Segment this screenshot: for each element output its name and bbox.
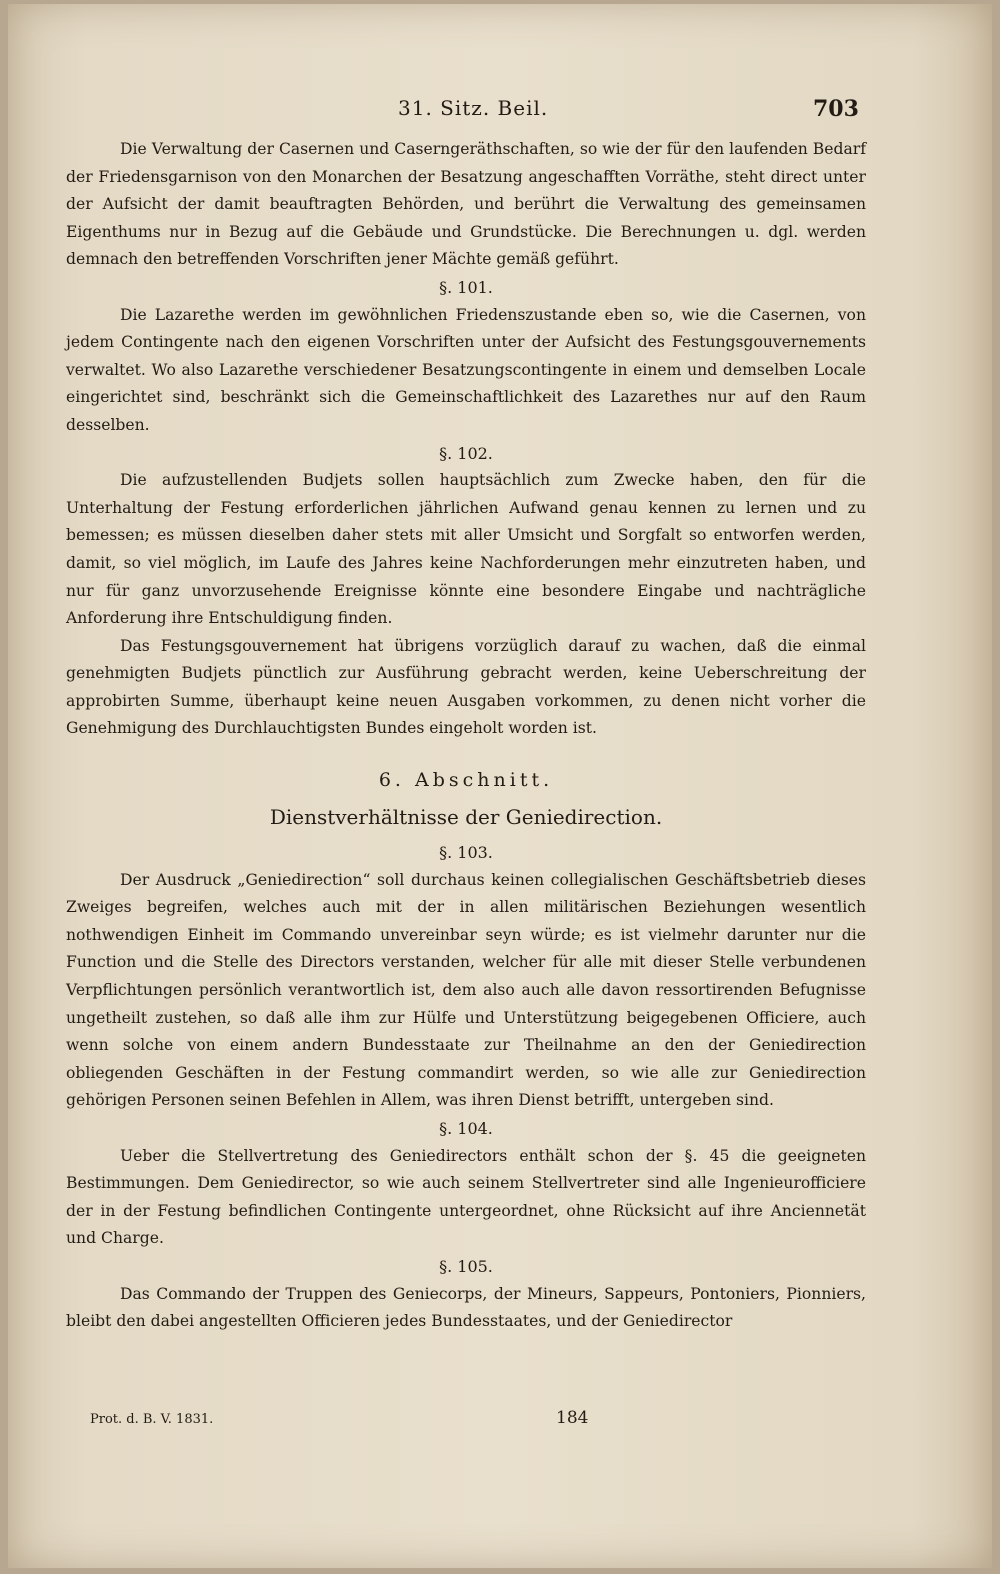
- paragraph-geniedirection-definition: Der Ausdruck „Geniedirection“ soll durchaus keinen collegialischen Geschäftsbetrieb dieses Zweiges begreifen, welches auch mit der in allen militärischen Beziehungen wesentlich nothwendigen Einheit im Commando unvereinbar seyn würde; es ist vielmehr darunter nur die Function und die Stelle des Directors verstanden, welcher für alle mit dieser Stelle verbundenen Verpflichtungen persönlich verantwortlich ist, dem also auch alle davon ressortirenden Befugnisse ungetheilt zustehen, so daß alle ihm zur Hülfe und Unterstützung beigegebenen Officiere, auch wenn solche von einem andern Bundesstaate zur Theilnahme an den der Geniedirection obliegenden Geschäften in der Festung commandirt werden, so wie alle zur Geniedirection gehörigen Personen seinen Befehlen in Allem, was ihren Dienst betrifft, untergeben sind.: [66, 870, 866, 1110]
- chapter-heading: 6. Abschnitt.: [378, 769, 554, 792]
- paragraph-troop-command: Das Commando der Truppen des Geniecorps, der Mineurs, Sappeurs, Pontoniers, Pionniers, bleibt den dabei angestellten Officieren jedes Bundesstaates, und der Geniedirector: [66, 1284, 866, 1331]
- page-header: [8, 96, 992, 126]
- page-footer: [8, 1408, 992, 1434]
- document-page: [8, 4, 992, 1568]
- running-title: 31. Sitz. Beil.: [398, 96, 549, 120]
- paragraph-deputy-director: Ueber die Stellvertretung des Geniedirectors enthält schon der §. 45 die geeigneten Bestimmungen. Dem Geniedirector, so wie auch seinem Stellvertreter sind alle Ingenieurofficiere der in der Festung befindlichen Contingente untergeordnet, ohne Rücksicht auf ihre Anciennetät und Charge.: [66, 1146, 866, 1248]
- chapter-subtitle: Dienstverhältnisse der Geniedirection.: [269, 805, 663, 830]
- paragraph-hospitals: Die Lazarethe werden im gewöhnlichen Friedenszustande eben so, wie die Casernen, von jedem Contingente nach den eigenen Vorschriften unter der Aufsicht des Festungsgouvernements verwaltet. Wo also Lazarethe verschiedener Besatzungscontingente in einem und demselben Locale eingerichtet sind, beschränkt sich die Gemeinschaftlichkeit des Lazarethes nur auf den Raum desselben.: [66, 305, 866, 434]
- section-mark-102: §. 102.: [439, 443, 493, 463]
- sheet-number: 184: [556, 1408, 589, 1428]
- section-mark-101: §. 101.: [439, 277, 493, 297]
- section-mark-104: §. 104.: [439, 1119, 493, 1138]
- paragraph-governorate-duties: Das Festungsgouvernement hat übrigens vorzüglich darauf zu wachen, daß die einmal genehmigten Budjets pünctlich zur Ausführung gebracht werden, keine Ueberschreitung der approbirten Summe, überhaupt keine neuen Ausgaben vorkommen, zu denen nicht vorher die Genehmigung des Durchlauchtigsten Bundes eingeholt worden ist.: [66, 636, 866, 738]
- paragraph-barracks-administration: Die Verwaltung der Casernen und Caserngeräthschaften, so wie der für den laufenden Bedarf der Friedensgarnison von den Monarchen der Besatzung angeschafften Vorräthe, steht direct unter der Aufsicht der damit beauftragten Behörden, und berührt die Verwaltung des gemeinsamen Eigenthums nur in Bezug auf die Gebäude und Grundstücke. Die Berechnungen u. dgl. werden demnach den betreffenden Vorschriften jener Mächte gemäß geführt.: [66, 140, 866, 269]
- page-number: 703: [813, 96, 859, 122]
- paragraph-budgets: Die aufzustellenden Budjets sollen hauptsächlich zum Zwecke haben, den für die Unterhaltung der Festung erforderlichen jährlichen Aufwand genau kennen zu lernen und zu bemessen; es müssen dieselben daher stets mit aller Umsicht und Sorgfalt so entworfen werden, damit, so viel möglich, im Laufe des Jahres keine Nachforderungen mehr einzutreten haben, und nur für ganz unvorzusehende Ereignisse könnte eine besondere Eingabe und nachträgliche Anforderung ihre Entschuldigung finden.: [66, 471, 866, 628]
- footer-reference: Prot. d. B. V. 1831.: [90, 1412, 214, 1427]
- section-mark-105: §. 105.: [439, 1256, 493, 1276]
- body-text: [66, 136, 866, 1336]
- section-mark-103: §. 103.: [439, 843, 493, 863]
